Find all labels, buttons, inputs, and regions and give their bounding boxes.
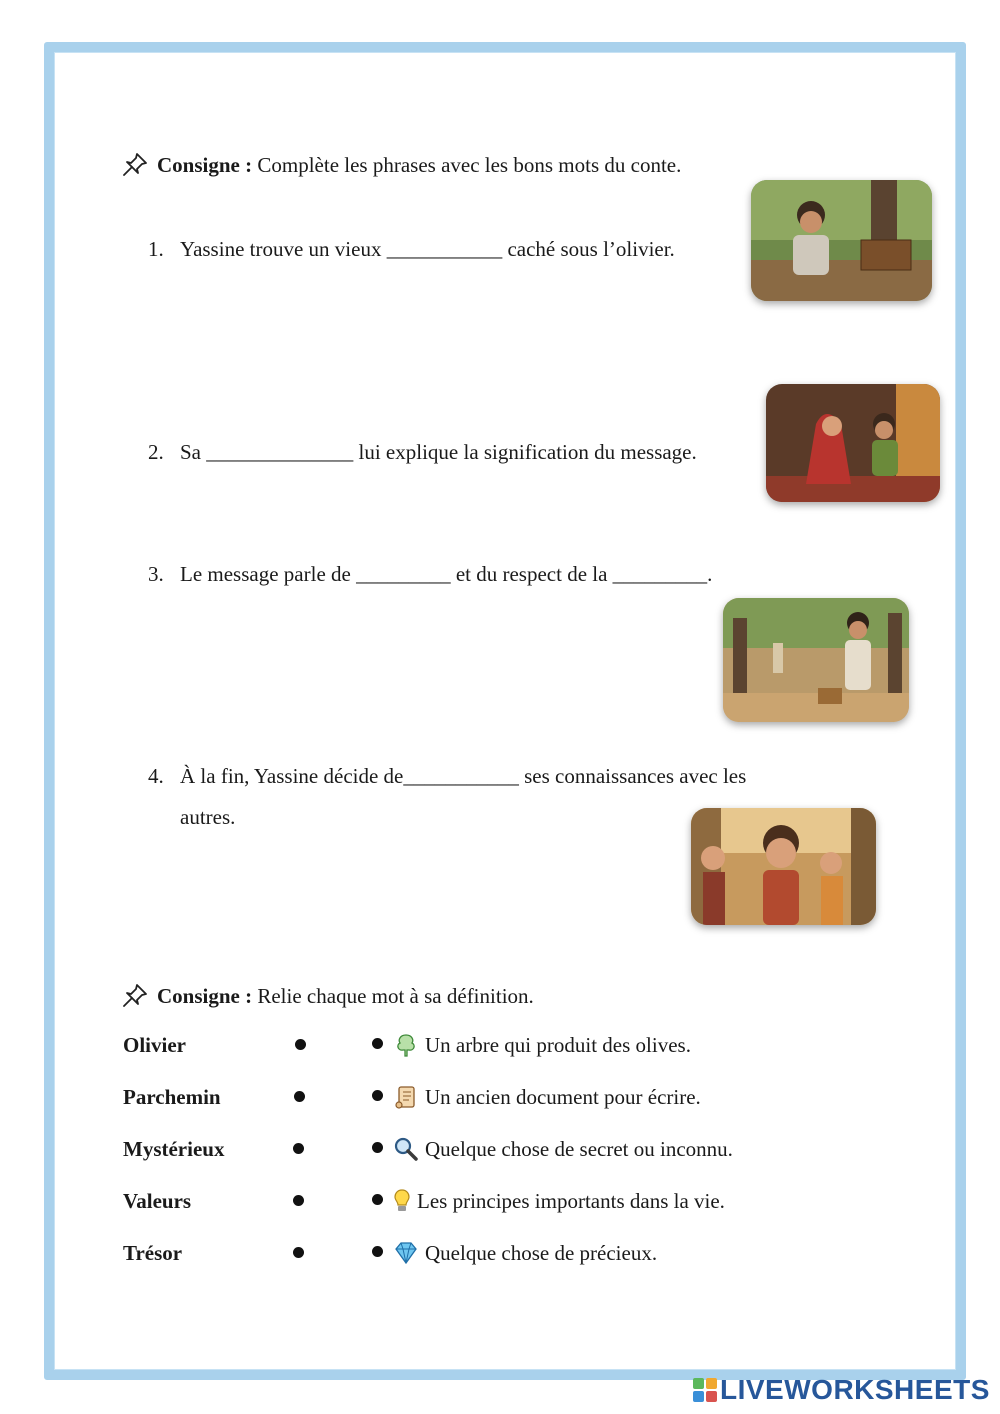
question-4-continuation: autres. bbox=[180, 805, 236, 829]
instruction-text: Complète les phrases avec les bons mots du conte. bbox=[257, 153, 682, 177]
match-dot-left[interactable] bbox=[293, 1247, 304, 1258]
match-dot-left[interactable] bbox=[293, 1143, 304, 1154]
match-definition bbox=[372, 1136, 733, 1162]
question-text: Sa ______________ lui explique la signification du message. bbox=[180, 440, 697, 464]
question-text: Le message parle de _________ et du respect de la _________. bbox=[180, 562, 713, 586]
match-dot-left[interactable] bbox=[294, 1091, 305, 1102]
illustration-boy-chest bbox=[751, 180, 932, 301]
question-text: À la fin, Yassine décide de___________ ses connaissances avec les bbox=[180, 764, 747, 788]
match-word-valeurs: Valeurs bbox=[123, 1189, 192, 1213]
match-dot-right[interactable] bbox=[372, 1090, 383, 1101]
match-definition bbox=[372, 1240, 657, 1266]
match-dot-left[interactable] bbox=[295, 1039, 306, 1050]
question-text: Yassine trouve un vieux ___________ caché sous l’olivier. bbox=[180, 237, 675, 261]
definition-text: Quelque chose de précieux. bbox=[425, 1241, 658, 1265]
match-word-tresor: Trésor bbox=[123, 1241, 183, 1265]
match-word-olivier: Olivier bbox=[123, 1033, 186, 1057]
question-2[interactable] bbox=[148, 439, 697, 465]
lightbulb-icon bbox=[393, 1188, 411, 1214]
liveworksheets-brand[interactable] bbox=[692, 1374, 990, 1406]
match-definition bbox=[372, 1084, 701, 1110]
pushpin-icon bbox=[121, 982, 149, 1008]
illustration-village-children bbox=[723, 598, 909, 722]
match-definition bbox=[372, 1188, 725, 1214]
brand-name: LIVEWORKSHEETS bbox=[720, 1374, 990, 1405]
question-number: 4. bbox=[148, 764, 164, 788]
magnifier-icon bbox=[393, 1136, 419, 1162]
match-word-mysterieux: Mystérieux bbox=[123, 1137, 225, 1161]
tree-icon bbox=[393, 1032, 419, 1058]
match-dot-left[interactable] bbox=[293, 1195, 304, 1206]
question-number: 2. bbox=[148, 440, 164, 464]
illustration-grandmother-boy bbox=[766, 384, 940, 502]
consigne-label: Consigne : bbox=[157, 153, 253, 177]
definition-text: Un ancien document pour écrire. bbox=[425, 1085, 701, 1109]
definition-text: Les principes importants dans la vie. bbox=[417, 1189, 725, 1213]
definition-text: Quelque chose de secret ou inconnu. bbox=[425, 1137, 733, 1161]
question-1[interactable] bbox=[148, 236, 675, 262]
pushpin-icon bbox=[121, 151, 149, 177]
match-dot-right[interactable] bbox=[372, 1038, 383, 1049]
instruction-text: Relie chaque mot à sa définition. bbox=[257, 984, 534, 1008]
liveworksheets-logo-icon bbox=[692, 1377, 718, 1403]
question-3[interactable] bbox=[148, 561, 712, 587]
match-dot-right[interactable] bbox=[372, 1246, 383, 1257]
match-word-parchemin: Parchemin bbox=[123, 1085, 221, 1109]
illustration-group-children bbox=[691, 808, 876, 925]
instruction-match bbox=[121, 982, 534, 1009]
question-number: 1. bbox=[148, 237, 164, 261]
instruction-complete bbox=[121, 151, 681, 178]
consigne-label: Consigne : bbox=[157, 984, 253, 1008]
definition-text: Un arbre qui produit des olives. bbox=[425, 1033, 691, 1057]
match-dot-right[interactable] bbox=[372, 1194, 383, 1205]
match-definition bbox=[372, 1032, 691, 1058]
gem-icon bbox=[393, 1240, 419, 1266]
scroll-icon bbox=[393, 1084, 419, 1110]
question-number: 3. bbox=[148, 562, 164, 586]
match-dot-right[interactable] bbox=[372, 1142, 383, 1153]
question-4[interactable] bbox=[148, 763, 746, 789]
